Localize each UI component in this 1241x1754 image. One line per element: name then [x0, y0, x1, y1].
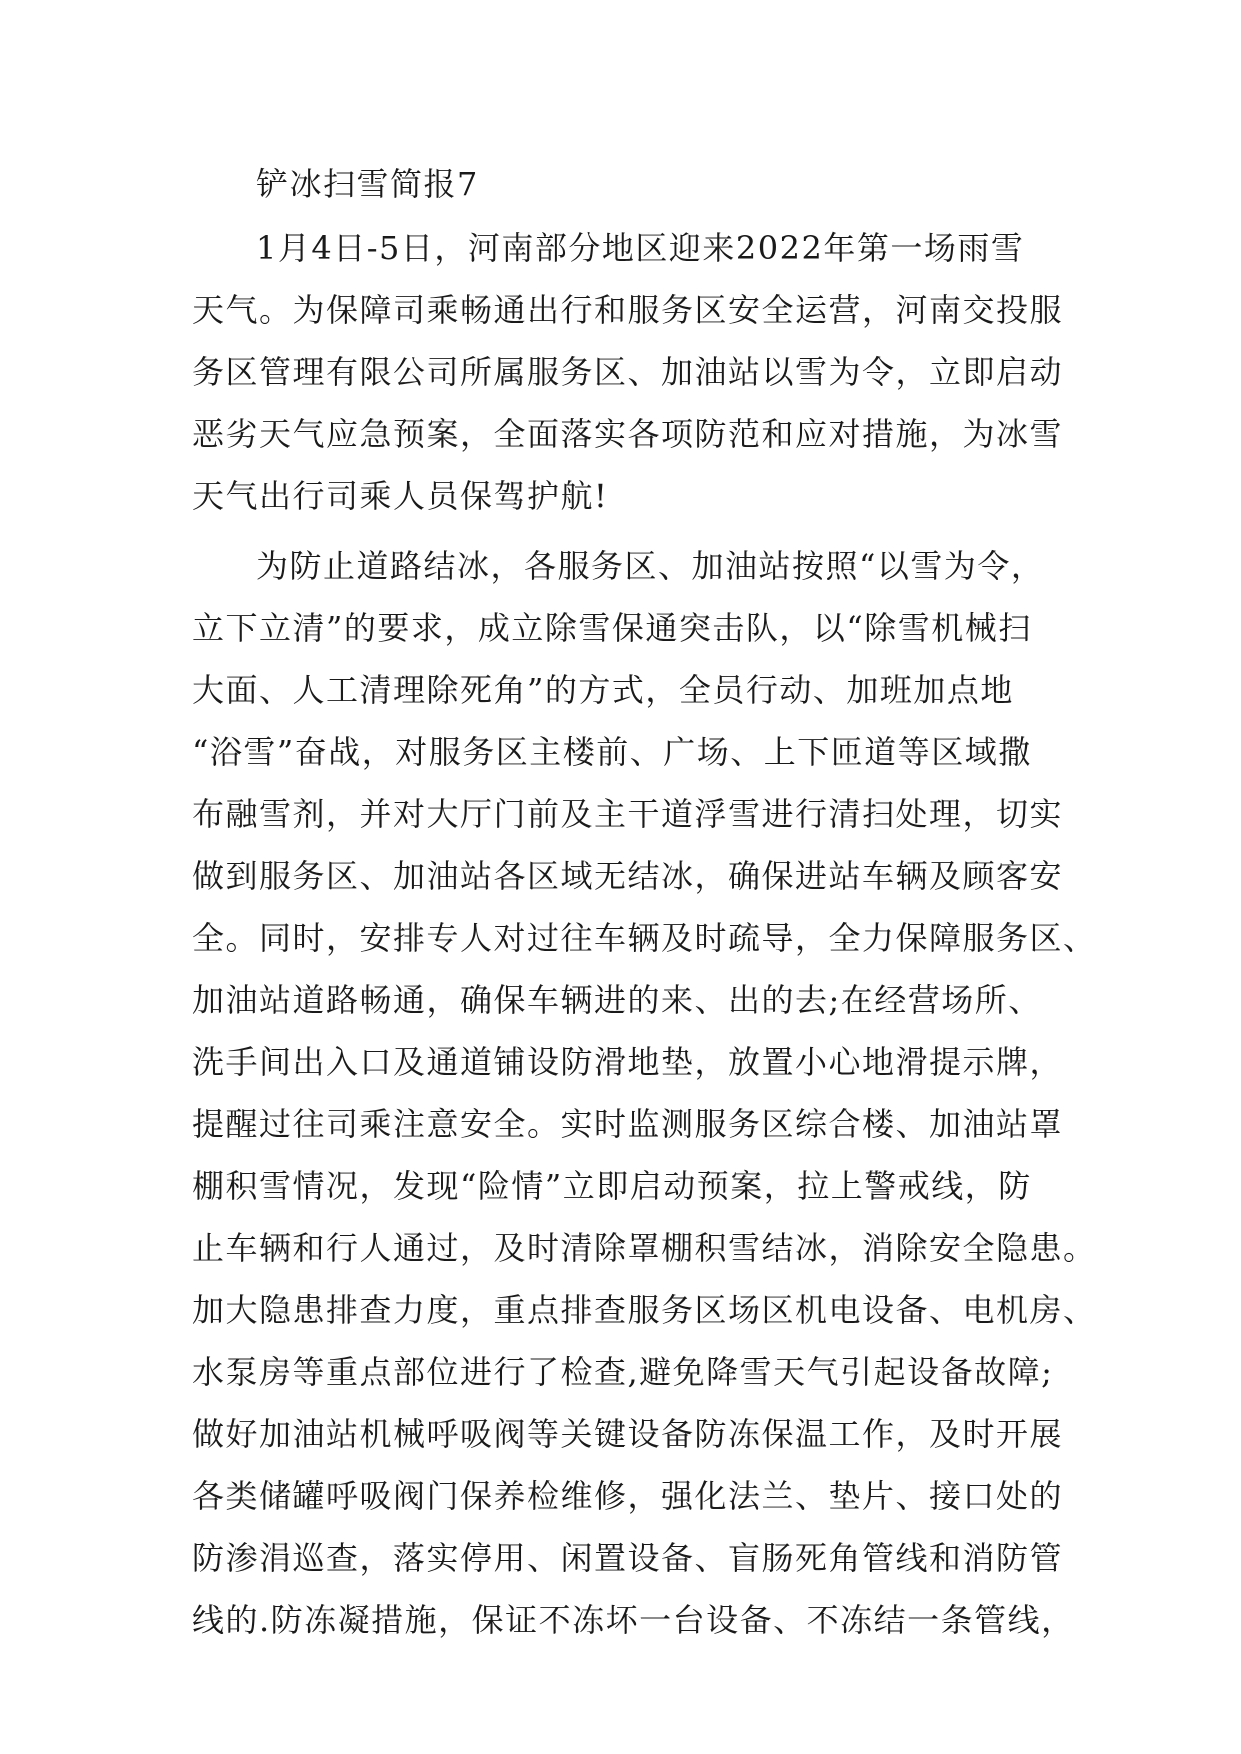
paragraph-line: 做到服务区、加油站各区域无结冰，确保进站车辆及顾客安: [192, 857, 1064, 895]
paragraph-line: 做好加油站机械呼吸阀等关键设备防冻保温工作，及时开展: [192, 1415, 1064, 1453]
document-title: 铲冰扫雪简报7: [256, 165, 479, 203]
paragraph-line: 水泵房等重点部位进行了检查,避免降雪天气引起设备故障;: [192, 1353, 1054, 1391]
paragraph-line: 线的.防冻凝措施，保证不冻坏一台设备、不冻结一条管线，: [192, 1601, 1075, 1639]
paragraph-line: 加油站道路畅通，确保车辆进的来、出的去;在经营场所、: [192, 981, 1042, 1019]
paragraph-line: 止车辆和行人通过，及时清除罩棚积雪结冰，消除安全隐患。: [192, 1229, 1097, 1267]
paragraph-line: 大面、人工清理除死角”的方式，全员行动、加班加点地: [192, 671, 1014, 709]
paragraph-line: 为防止道路结冰，各服务区、加油站按照“以雪为令，: [256, 547, 1045, 585]
paragraph-line: 防渗涓巡查，落实停用、闲置设备、盲肠死角管线和消防管: [192, 1539, 1064, 1577]
paragraph-line: 加大隐患排查力度，重点排查服务区场区机电设备、电机房、: [192, 1291, 1097, 1329]
paragraph-line: 提醒过往司乘注意安全。实时监测服务区综合楼、加油站罩: [192, 1105, 1064, 1143]
paragraph-line: 恶劣天气应急预案，全面落实各项防范和应对措施，为冰雪: [192, 415, 1064, 453]
paragraph-line: 洗手间出入口及通道铺设防滑地垫，放置小心地滑提示牌，: [192, 1043, 1064, 1081]
paragraph-line: 立下立清”的要求，成立除雪保通突击队，以“除雪机械扫: [192, 609, 1032, 647]
paragraph-line: 各类储罐呼吸阀门保养检维修，强化法兰、垫片、接口处的: [192, 1477, 1064, 1515]
paragraph-line: 务区管理有限公司所属服务区、加油站以雪为令，立即启动: [192, 353, 1064, 391]
paragraph-line: 1月4日-5日，河南部分地区迎来2022年第一场雨雪: [256, 229, 1025, 267]
paragraph-line: 布融雪剂，并对大厅门前及主干道浮雪进行清扫处理，切实: [192, 795, 1064, 833]
paragraph-line: 全。同时，安排专人对过往车辆及时疏导，全力保障服务区、: [192, 919, 1097, 957]
paragraph-line: 棚积雪情况，发现“险情”立即启动预案，拉上警戒线，防: [192, 1167, 1032, 1205]
paragraph-line: “浴雪”奋战，对服务区主楼前、广场、上下匝道等区域撒: [192, 733, 1032, 771]
paragraph-line: 天气。为保障司乘畅通出行和服务区安全运营，河南交投服: [192, 291, 1064, 329]
paragraph-line: 天气出行司乘人员保驾护航!: [192, 477, 609, 515]
